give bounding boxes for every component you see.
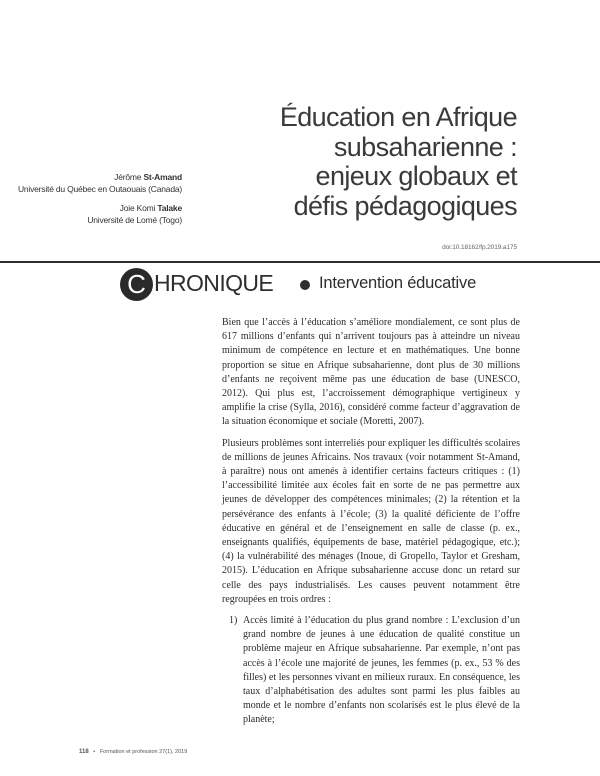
journal-citation: Formation et profession 27(1), 2019 <box>99 749 188 755</box>
causes-list <box>222 614 520 728</box>
doi-link[interactable]: doi:10.18162/fp.2019.a175 <box>442 244 517 251</box>
list-item-text: Accès limité à l’éducation du plus grand nombre : L’exclusion d’un grand nombre de jeunes à une éducation de qualité constitue un problème majeur en Afrique subsaharienne. Par exemple, n’ont pas accès à l’école une majorité de jeunes, les femmes (p. ex., 53 % des filles) et les personnes vivant en milieux ruraux. En conséquence, les taux d’alphabétisation des adultes sont parmi les plus faibles au monde et le nombre d’enfants non scolarisés est le plus élevé de la planète; <box>243 615 520 726</box>
section-initial-badge: C <box>120 268 153 301</box>
author-1-name <box>0 172 182 184</box>
list-item <box>222 614 520 728</box>
paragraph: Plusieurs problèmes sont interreliés pour expliquer les difficultés scolaires de millions de jeunes Africains. Nos travaux (voir notamment St-Amand, à paraître) nous ont amenés à identifier certains facteurs critiques : (1) l’accessibilité limitée aux écoles fait en sorte de ne pas permettre aux jeunes de développer des compétences minimales; (2) la rétention et la persévérance des enfants à l’école; (3) la qualité déficiente de l’offre éducative en général et de l’enseignement en salle de classe (p. ex., enseignants qualifiés, équipements de base, matériel pédagogique, etc.); (4) la vulnérabilité des ménages (Inoue, di Gropello, Taylor et Gresham, 2015). L’éducation en Afrique subsaharienne accuse donc un retard sur celle des pays industrialisés. Les causes peuvent notamment être regroupées en trois ordres : <box>222 437 520 605</box>
author-1-given-name: Jérôme <box>114 172 144 182</box>
title-line: subsaharienne : <box>333 131 517 162</box>
article-body <box>222 316 520 728</box>
list-item-number: 1) <box>229 615 238 627</box>
paragraph: Bien que l’accès à l’éducation s’améliore mondialement, ce sont plus de 617 millions d’enfants qui n’arrivent toujours pas à atteindre un niveau minimum de compétence en lecture et en mathématiques. Une bonne proportion se situe en Afrique subsaharienne, dont plus de 30 millions d’enfants ne reçoivent même pas une éducation de base (UNESCO, 2012). Qui plus est, l’accroissement démographique vertigineux y amplifie la crise (Sylla, 2016), considéré comme facteur d’aggravation de la situation économique et sociale (Moretti, 2007). <box>222 317 520 428</box>
section-divider <box>0 261 600 263</box>
author-2 <box>0 203 182 226</box>
author-1 <box>0 172 182 195</box>
author-2-name <box>0 203 182 215</box>
author-1-affiliation: Université du Québec en Outaouais (Canada) <box>17 183 182 194</box>
article-title <box>217 103 517 221</box>
author-2-given-name: Joie Komi <box>119 203 158 213</box>
author-1-family-name: St-Amand <box>143 172 182 182</box>
footer-separator: • <box>93 749 96 755</box>
title-line: Éducation en Afrique <box>279 102 517 132</box>
section-subtitle: Intervention éducative <box>319 274 477 292</box>
title-line: enjeux globaux et <box>315 161 517 191</box>
author-2-affiliation: Université de Lomé (Togo) <box>87 214 182 225</box>
page-footer <box>79 749 187 755</box>
page-number: 118 <box>79 749 89 755</box>
section-word: HRONIQUE <box>154 270 274 296</box>
title-line: défis pédagogiques <box>293 190 517 221</box>
author-2-family-name: Talake <box>157 203 182 213</box>
bullet-dot-icon <box>300 280 310 290</box>
author-block <box>0 172 182 234</box>
